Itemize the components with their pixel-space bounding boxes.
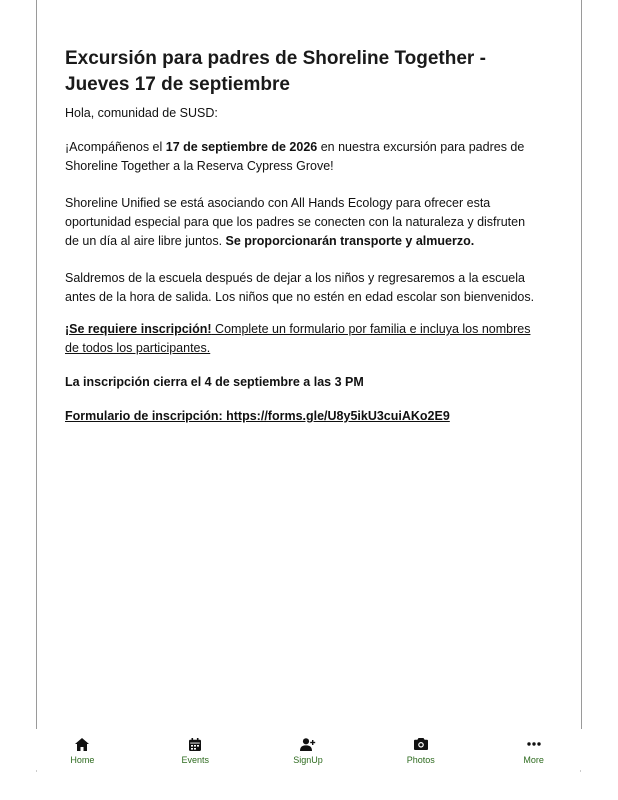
- registration-deadline-text: La inscripción cierra el 4 de septiembre a las 3 PM: [65, 375, 364, 389]
- registration-deadline: [65, 373, 535, 392]
- bottom-tab-bar: [26, 730, 590, 770]
- paragraph-invite: [65, 138, 535, 176]
- tab-more-label: More: [523, 755, 544, 765]
- tab-photos-label: Photos: [406, 755, 435, 765]
- person-add-icon: [300, 735, 316, 753]
- frame-edge-mark-left: [36, 770, 37, 772]
- registration-form-link-text: Formulario de inscripción: https://forms.gle/U8y5ikU3cuiAKo2E9: [65, 409, 450, 423]
- tab-home-label: Home: [70, 755, 95, 765]
- registration-form-paragraph: [65, 407, 535, 426]
- invite-text-end: en nuestra excursión para padres de Shoreline Together a la Reserva Cypress Grove!: [65, 140, 525, 173]
- tab-events[interactable]: [139, 730, 252, 770]
- page-title: Excursión para padres de Shoreline Together - Jueves 17 de septiembre: [65, 48, 486, 95]
- tab-more[interactable]: [477, 730, 590, 770]
- tab-signup-label: SignUp: [293, 755, 323, 765]
- paragraph-partner: [65, 194, 535, 251]
- paragraph-registration-required: [65, 320, 535, 358]
- article-content: [65, 46, 535, 426]
- frame-edge-mark-right: [580, 770, 581, 772]
- event-date: 17 de septiembre de 2026: [165, 140, 318, 154]
- partner-text: Shoreline Unified se está asociando con All Hands Ecology para ofrecer esta oportunidad especial para que los padres se conecten con la naturaleza y disfruten de un día al aire libre juntos.: [65, 196, 526, 248]
- tab-photos[interactable]: [364, 730, 477, 770]
- registration-form-link[interactable]: [65, 409, 450, 423]
- registration-instructions: Complete un formulario por familia e incluya los nombres de todos los participantes.: [65, 322, 531, 355]
- calendar-icon: [189, 735, 201, 753]
- transport-lunch-note: Se proporcionarán transporte y almuerzo.: [225, 234, 475, 248]
- home-icon: [75, 735, 89, 753]
- registration-required-label: ¡Se requiere inscripción!: [65, 322, 212, 336]
- tab-home[interactable]: [26, 730, 139, 770]
- tab-events-label: Events: [181, 755, 209, 765]
- invite-text-start: ¡Acompáñenos el: [65, 140, 166, 154]
- camera-icon: [414, 735, 428, 753]
- tab-signup[interactable]: [252, 730, 365, 770]
- paragraph-schedule: Saldremos de la escuela después de dejar a los niños y regresaremos a la escuela antes de la hora de salida. Los niños que no estén en edad escolar son bienvenidos.: [65, 271, 535, 304]
- more-icon: [527, 735, 541, 753]
- greeting: Hola, comunidad de SUSD:: [65, 106, 218, 120]
